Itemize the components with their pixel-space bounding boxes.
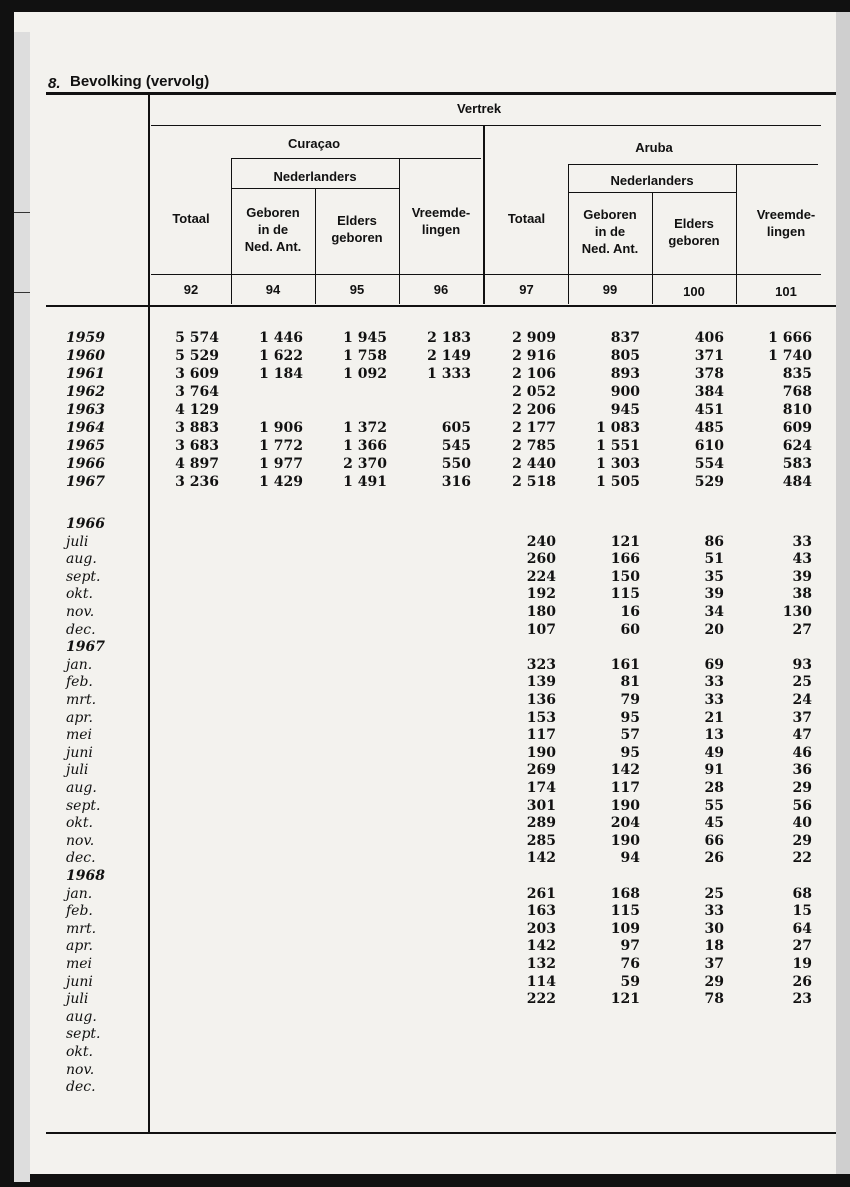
- row-label: 1965: [66, 438, 105, 454]
- header-geboren-aruba: Geboren in de Ned. Ant.: [581, 207, 639, 256]
- row-label: 1960: [66, 348, 105, 364]
- cell-curacao-elders: 2 370: [343, 456, 387, 472]
- header-aruba: Aruba: [635, 140, 673, 155]
- cell-aruba-elders: 451: [694, 402, 724, 418]
- cell-aruba-elders: 55: [704, 797, 724, 814]
- cell-aruba-totaal: 142: [526, 850, 556, 867]
- row-label: juli: [66, 991, 89, 1008]
- cell-aruba-vreemdelingen: 56: [792, 797, 812, 814]
- cell-aruba-totaal: 192: [526, 586, 556, 603]
- cell-aruba-elders: 69: [704, 656, 724, 673]
- cell-aruba-elders: 21: [704, 709, 724, 726]
- header-totaal-aruba: Totaal: [507, 211, 546, 226]
- cell-aruba-totaal: 174: [526, 780, 556, 796]
- cell-aruba-elders: 28: [704, 780, 724, 796]
- cell-curacao-elders: 1 491: [343, 474, 387, 490]
- cell-curacao-vreemdelingen: 2 149: [427, 348, 471, 364]
- table-row: [14, 920, 836, 938]
- cell-curacao-totaal: 3 236: [175, 474, 219, 490]
- row-label: 1963: [66, 402, 105, 418]
- cell-aruba-vreemdelingen: 24: [792, 692, 812, 708]
- row-label: 1968: [66, 868, 105, 884]
- table-row: [14, 779, 836, 797]
- row-label: sept.: [66, 797, 101, 814]
- cell-aruba-totaal: 261: [526, 885, 556, 902]
- cell-curacao-totaal: 3 883: [175, 420, 219, 436]
- table-row: [14, 455, 836, 473]
- table-row: [14, 419, 836, 437]
- row-label: juni: [66, 973, 93, 990]
- section-number: 8.: [48, 75, 61, 92]
- cell-aruba-geboren: 945: [610, 402, 640, 418]
- cell-aruba-totaal: 301: [526, 797, 556, 814]
- cell-aruba-totaal: 136: [526, 692, 556, 708]
- cell-aruba-vreemdelingen: 484: [782, 474, 812, 490]
- row-label: okt.: [66, 815, 93, 832]
- cell-aruba-geboren: 81: [620, 674, 640, 691]
- cell-aruba-elders: 35: [704, 568, 724, 585]
- table-row: [14, 437, 836, 455]
- cell-aruba-elders: 29: [704, 973, 724, 990]
- table-row: [14, 585, 836, 603]
- cell-aruba-elders: 33: [704, 903, 724, 920]
- cell-aruba-vreemdelingen: 810: [782, 402, 812, 418]
- cell-aruba-vreemdelingen: 64: [792, 920, 812, 937]
- bottom-rule: [46, 1132, 836, 1134]
- header-geboren-curacao: Geboren in de Ned. Ant.: [244, 205, 302, 254]
- cell-aruba-geboren: 168: [610, 885, 640, 902]
- row-label: apr.: [66, 709, 93, 726]
- cell-aruba-vreemdelingen: 15: [792, 903, 812, 920]
- cell-aruba-totaal: 2 206: [512, 402, 556, 418]
- table-row: [14, 709, 836, 727]
- edge-mark: [14, 212, 30, 213]
- table-row: [14, 691, 836, 709]
- cell-aruba-elders: 51: [704, 551, 724, 568]
- row-label: 1967: [66, 474, 105, 490]
- row-label: mrt.: [66, 692, 97, 708]
- cell-aruba-totaal: 132: [526, 956, 556, 972]
- cell-aruba-geboren: 837: [610, 330, 640, 346]
- header-vreemdelingen-curacao: Vreemde- lingen: [411, 205, 471, 237]
- cell-aruba-vreemdelingen: 27: [792, 621, 812, 638]
- cell-aruba-vreemdelingen: 25: [792, 674, 812, 691]
- row-label: jan.: [66, 885, 93, 902]
- cell-aruba-vreemdelingen: 29: [792, 832, 812, 849]
- cell-aruba-totaal: 240: [526, 533, 556, 550]
- table-row: [14, 533, 836, 551]
- edge-mark: [14, 292, 30, 293]
- table-row: [14, 902, 836, 920]
- column-number: 97: [519, 282, 534, 297]
- cell-aruba-geboren: 121: [610, 991, 640, 1008]
- header-elders-aruba: Elders geboren: [668, 216, 720, 248]
- table-row: [14, 1078, 836, 1096]
- cell-curacao-geboren: 1 977: [259, 456, 303, 472]
- table-row: [14, 329, 836, 347]
- row-label: aug.: [66, 1008, 97, 1025]
- cell-aruba-elders: 86: [704, 533, 724, 550]
- row-label: mei: [66, 727, 93, 744]
- table-row: [14, 885, 836, 903]
- cell-curacao-totaal: 4 129: [175, 402, 219, 418]
- cell-aruba-vreemdelingen: 36: [792, 762, 812, 779]
- cell-curacao-vreemdelingen: 316: [441, 474, 471, 490]
- cell-aruba-geboren: 59: [620, 973, 640, 990]
- table-row: [14, 1025, 836, 1043]
- cell-aruba-vreemdelingen: 22: [792, 850, 812, 867]
- cell-aruba-vreemdelingen: 38: [792, 586, 812, 603]
- cell-aruba-totaal: 180: [526, 604, 556, 620]
- cell-curacao-totaal: 3 764: [175, 384, 219, 400]
- cell-aruba-elders: 78: [704, 991, 724, 1008]
- column-number: 94: [265, 282, 281, 297]
- vertrek-rule: [151, 125, 821, 126]
- cell-aruba-geboren: 60: [620, 621, 640, 638]
- row-label: 1959: [66, 330, 105, 346]
- cell-aruba-totaal: 2 440: [512, 456, 556, 472]
- cell-curacao-geboren: 1 429: [259, 474, 303, 490]
- row-label: dec.: [66, 621, 96, 638]
- cell-aruba-elders: 610: [694, 438, 724, 454]
- cell-aruba-totaal: 323: [526, 656, 556, 673]
- cell-aruba-geboren: 900: [610, 384, 640, 400]
- cell-aruba-vreemdelingen: 26: [792, 973, 812, 990]
- cell-curacao-vreemdelingen: 545: [441, 438, 471, 454]
- cell-aruba-totaal: 107: [526, 621, 556, 638]
- table-row: [14, 383, 836, 401]
- table-row: [14, 473, 836, 491]
- cell-curacao-elders: 1 945: [343, 330, 387, 346]
- table-row: [14, 761, 836, 779]
- header-nederlanders-aruba: Nederlanders: [610, 173, 694, 188]
- column-number: 101: [775, 284, 797, 299]
- header-nederlanders-curacao: Nederlanders: [273, 169, 357, 184]
- cell-aruba-geboren: 805: [610, 348, 640, 364]
- row-label: 1964: [66, 420, 105, 436]
- cell-aruba-elders: 26: [704, 850, 724, 867]
- table-row: [14, 603, 836, 621]
- cell-aruba-geboren: 94: [620, 850, 640, 867]
- cell-aruba-vreemdelingen: 33: [792, 533, 812, 550]
- table-row: [14, 365, 836, 383]
- table-row: [14, 1008, 836, 1026]
- header-curacao: Curaçao: [287, 136, 341, 151]
- cell-aruba-elders: 371: [694, 348, 724, 364]
- cell-aruba-geboren: 95: [620, 744, 640, 761]
- cell-aruba-elders: 378: [694, 366, 724, 382]
- cell-aruba-geboren: 109: [610, 920, 640, 937]
- cell-aruba-elders: 91: [704, 762, 724, 779]
- section-title: Bevolking (vervolg): [70, 73, 210, 90]
- curacao-rule: [231, 158, 481, 159]
- cell-aruba-geboren: 121: [610, 533, 640, 550]
- table-row: [14, 673, 836, 691]
- cell-aruba-geboren: 161: [610, 656, 640, 673]
- cell-aruba-totaal: 190: [526, 744, 556, 761]
- cell-aruba-geboren: 115: [610, 586, 640, 603]
- cell-aruba-vreemdelingen: 768: [782, 384, 812, 400]
- cell-aruba-geboren: 76: [620, 956, 640, 972]
- cell-curacao-vreemdelingen: 1 333: [427, 366, 471, 382]
- column-number: 92: [183, 282, 199, 297]
- table-row: [14, 638, 836, 656]
- row-label: okt.: [66, 586, 93, 603]
- table-row: [14, 744, 836, 762]
- header-bottom-rule: [151, 274, 821, 275]
- cell-aruba-geboren: 1 505: [596, 474, 640, 490]
- cell-aruba-geboren: 1 303: [596, 456, 640, 472]
- cell-curacao-vreemdelingen: 550: [441, 456, 471, 472]
- cell-aruba-totaal: 2 177: [512, 420, 556, 436]
- cell-aruba-geboren: 190: [610, 832, 640, 849]
- cell-curacao-elders: 1 366: [343, 438, 387, 454]
- cell-aruba-elders: 25: [704, 885, 724, 902]
- cell-aruba-elders: 39: [704, 586, 724, 603]
- cell-curacao-vreemdelingen: 2 183: [427, 330, 471, 346]
- cell-aruba-geboren: 117: [610, 780, 640, 796]
- cell-aruba-vreemdelingen: 624: [782, 438, 812, 454]
- table-row: [14, 937, 836, 955]
- cell-aruba-elders: 30: [704, 920, 724, 937]
- row-label: nov.: [66, 604, 95, 620]
- cell-aruba-geboren: 95: [620, 709, 640, 726]
- column-number: 100: [683, 284, 705, 299]
- top-rule: [46, 92, 836, 95]
- cell-aruba-vreemdelingen: 609: [782, 420, 812, 436]
- row-label: nov.: [66, 832, 95, 849]
- cell-aruba-geboren: 190: [610, 797, 640, 814]
- table-row: [14, 621, 836, 639]
- table-row: [14, 814, 836, 832]
- row-label: aug.: [66, 780, 97, 796]
- row-label: 1966: [66, 456, 105, 472]
- cell-aruba-totaal: 2 916: [512, 348, 556, 364]
- cell-aruba-totaal: 117: [526, 727, 556, 744]
- cell-aruba-totaal: 142: [526, 938, 556, 955]
- cell-aruba-geboren: 150: [610, 568, 640, 585]
- table-row: [14, 955, 836, 973]
- header-vertrek: Vertrek: [456, 101, 502, 116]
- cell-aruba-elders: 33: [704, 692, 724, 708]
- row-label: apr.: [66, 938, 93, 955]
- cell-aruba-geboren: 1 083: [596, 420, 640, 436]
- cell-aruba-elders: 66: [704, 832, 724, 849]
- table-row: [14, 973, 836, 991]
- table-row: [14, 568, 836, 586]
- colnum-rule: [46, 305, 836, 307]
- cell-aruba-totaal: 139: [526, 674, 556, 691]
- table-row: [14, 347, 836, 365]
- cell-aruba-elders: 34: [704, 604, 724, 620]
- cell-aruba-elders: 554: [694, 456, 724, 472]
- cell-aruba-elders: 37: [704, 956, 724, 972]
- row-label: juli: [66, 762, 89, 779]
- cell-aruba-vreemdelingen: 43: [792, 551, 812, 568]
- header-elders-curacao: Elders geboren: [331, 213, 383, 245]
- cell-aruba-totaal: 2 518: [512, 474, 556, 490]
- cell-aruba-geboren: 57: [620, 727, 640, 744]
- row-label: dec.: [66, 850, 96, 867]
- row-label: 1962: [66, 384, 105, 400]
- cell-aruba-vreemdelingen: 93: [792, 656, 812, 673]
- row-label: 1966: [66, 516, 105, 532]
- cell-aruba-geboren: 142: [610, 762, 640, 779]
- row-label: juni: [66, 744, 93, 761]
- table-row: [14, 401, 836, 419]
- row-label: aug.: [66, 551, 97, 568]
- cell-aruba-totaal: 260: [526, 551, 556, 568]
- cell-aruba-geboren: 1 551: [596, 438, 640, 454]
- table-row: [14, 726, 836, 744]
- cell-aruba-vreemdelingen: 835: [782, 366, 812, 382]
- cell-curacao-geboren: 1 446: [259, 330, 303, 346]
- cell-curacao-geboren: 1 622: [259, 348, 303, 364]
- table-row: [14, 515, 836, 533]
- cell-aruba-geboren: 115: [610, 903, 640, 920]
- column-number: 96: [433, 282, 449, 297]
- cell-aruba-totaal: 2 909: [512, 330, 556, 346]
- row-label: nov.: [66, 1061, 95, 1078]
- header-totaal-curacao: Totaal: [172, 211, 210, 226]
- cell-curacao-totaal: 4 897: [175, 456, 219, 472]
- cell-aruba-vreemdelingen: 19: [792, 956, 812, 972]
- table-row: [14, 990, 836, 1008]
- cell-aruba-geboren: 79: [620, 692, 640, 708]
- cell-curacao-geboren: 1 184: [259, 366, 303, 382]
- header-vreemdelingen-aruba: Vreemde- lingen: [756, 207, 816, 239]
- cell-curacao-totaal: 5 529: [175, 348, 219, 364]
- column-number: 95: [349, 282, 365, 297]
- cell-aruba-elders: 529: [694, 474, 724, 490]
- row-label: sept.: [66, 568, 101, 585]
- cell-aruba-vreemdelingen: 1 666: [768, 330, 812, 346]
- cell-aruba-vreemdelingen: 27: [792, 938, 812, 955]
- cell-aruba-vreemdelingen: 40: [792, 815, 812, 832]
- cell-curacao-geboren: 1 906: [259, 420, 303, 436]
- row-label: mei: [66, 956, 93, 972]
- table-row: [14, 1043, 836, 1061]
- cell-aruba-elders: 13: [704, 727, 724, 744]
- table-row: [14, 550, 836, 568]
- table-row: [14, 832, 836, 850]
- cell-aruba-totaal: 222: [526, 991, 556, 1008]
- cell-aruba-elders: 45: [704, 815, 724, 832]
- cell-aruba-vreemdelingen: 68: [792, 885, 812, 902]
- cell-aruba-totaal: 2 785: [512, 438, 556, 454]
- row-label: jan.: [66, 656, 93, 673]
- row-label: sept.: [66, 1026, 101, 1043]
- cell-aruba-vreemdelingen: 1 740: [768, 348, 812, 364]
- cell-curacao-elders: 1 758: [343, 348, 387, 364]
- cell-aruba-totaal: 224: [526, 568, 556, 585]
- table-row: [14, 867, 836, 885]
- cell-curacao-geboren: 1 772: [259, 438, 303, 454]
- row-label: mrt.: [66, 920, 97, 937]
- next-page-edge: [836, 12, 850, 1174]
- cell-aruba-geboren: 893: [610, 366, 640, 382]
- cell-aruba-totaal: 285: [526, 832, 556, 849]
- cell-aruba-totaal: 153: [526, 709, 556, 726]
- table-row: [14, 656, 836, 674]
- cell-aruba-elders: 20: [704, 621, 724, 638]
- cell-aruba-elders: 384: [694, 384, 724, 400]
- cell-aruba-elders: 406: [694, 330, 724, 346]
- cell-curacao-vreemdelingen: 605: [441, 420, 471, 436]
- cell-aruba-totaal: 2 106: [512, 366, 556, 382]
- cell-aruba-vreemdelingen: 39: [792, 568, 812, 585]
- cell-curacao-totaal: 3 609: [175, 366, 219, 382]
- row-label: juli: [66, 533, 89, 550]
- cell-aruba-vreemdelingen: 23: [792, 991, 812, 1008]
- row-label: dec.: [66, 1079, 96, 1096]
- cell-curacao-elders: 1 372: [343, 420, 387, 436]
- cell-aruba-geboren: 166: [610, 551, 640, 568]
- cell-curacao-totaal: 5 574: [175, 330, 219, 346]
- cell-aruba-vreemdelingen: 46: [792, 744, 812, 761]
- cell-aruba-vreemdelingen: 583: [782, 456, 812, 472]
- cell-aruba-totaal: 2 052: [512, 384, 556, 400]
- cell-aruba-vreemdelingen: 29: [792, 780, 812, 796]
- table-row: [14, 797, 836, 815]
- page-sheet: [14, 12, 836, 1174]
- cell-aruba-geboren: 97: [620, 938, 640, 955]
- cell-aruba-geboren: 16: [620, 604, 640, 620]
- aruba-rule: [568, 164, 818, 165]
- cell-curacao-totaal: 3 683: [175, 438, 219, 454]
- cell-aruba-totaal: 269: [526, 762, 556, 779]
- cell-aruba-elders: 33: [704, 674, 724, 691]
- cell-aruba-totaal: 289: [526, 815, 556, 832]
- cell-aruba-vreemdelingen: 47: [792, 727, 812, 744]
- table-row: [14, 849, 836, 867]
- column-number: 99: [602, 282, 618, 297]
- cell-aruba-vreemdelingen: 37: [792, 709, 812, 726]
- cell-aruba-elders: 485: [694, 420, 724, 436]
- row-label: 1961: [66, 366, 105, 382]
- cell-aruba-totaal: 114: [526, 973, 556, 990]
- cell-aruba-totaal: 163: [526, 903, 556, 920]
- row-label: okt.: [66, 1044, 93, 1060]
- cell-aruba-totaal: 203: [526, 920, 556, 937]
- row-label: feb.: [66, 674, 93, 691]
- row-label: feb.: [66, 903, 93, 920]
- cell-aruba-elders: 49: [704, 744, 724, 761]
- cell-aruba-elders: 18: [704, 938, 724, 955]
- cell-aruba-geboren: 204: [610, 815, 640, 832]
- row-label: 1967: [66, 639, 105, 656]
- table-row: [14, 1061, 836, 1079]
- cell-aruba-vreemdelingen: 130: [782, 604, 812, 620]
- cell-curacao-elders: 1 092: [343, 366, 387, 382]
